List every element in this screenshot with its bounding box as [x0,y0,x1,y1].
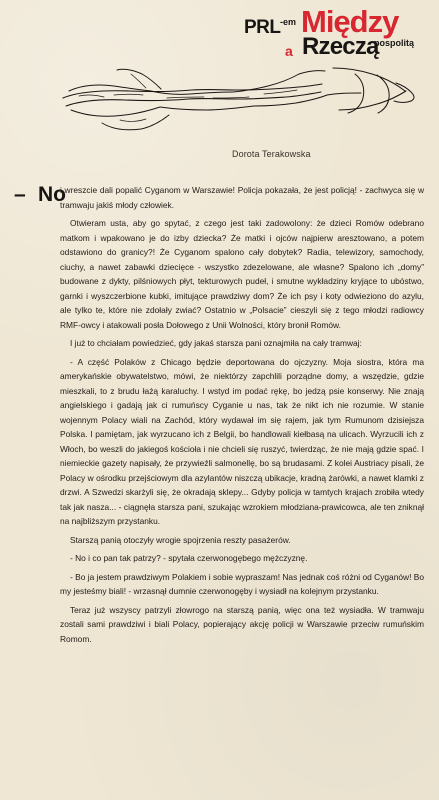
article-header [0,0,439,175]
lying-figure-illustration [59,50,419,145]
paragraph-2: Otwieram usta, aby go spytać, z czego jest taki zadowolony: że dzieci Romów odebrano matkom i wpakowano je do izby dziecka? Że matki i ojców najpierw aresztowano, a potem odstawiono do granicy?! Że Cyganom spalono cały dobytek? Radia, telewizory, samochody, ciuchy, a nawet zabawki dziecięce - wszystko zdezelowane, ale własne? Spalono ich „domy” budowane z dykty, pilśniowych płyt, tekturowych pudeł, i smutne wykładziny kryjące to ubóstwo, garnki i wyszczerbione kubki, imitujące prawdziwy dom? Że ich psy i koty odwieziono do azylu, ale tylko te, które nie zdołały zwiać? Ostatnio w „Polsacie” cieszyli się z tego młodzi radiowcy RMF-owcy i atakowali posła Dołowego z Unii Wolności, który bronił Romów. [60,218,424,330]
article-body [0,178,439,798]
paragraph-8: Teraz już wszyscy patrzyli złowrogo na starszą panią, więc ona też wysiadła. W tramwaju zostali sami prawdziwi i biali Polacy, popierający akcję policji w Warszawie przeciw rumuńskim Romom. [60,604,424,644]
brand-rzecza: Rzeczą [302,33,379,60]
brand-a: a [285,43,293,59]
brand-miedzy: Między [301,4,399,39]
lead-first-word: No [38,183,66,206]
article-text [60,183,424,650]
paragraph-7: - Bo ja jestem prawdziwym Polakiem i sobie wypraszam! Nas jednak coś różni od Cyganów! Bo my jesteśmy biali! - wrzasnął dumnie czerwonogęby i wysiadł na kolejnym przystanku. [60,571,424,596]
brand-pospolita: pospolitą [374,38,414,48]
lead-dash: – [14,183,26,206]
paragraph-1: i wreszcie dali popalić Cyganom w Warszawie! Policja pokazała, że jest policją! - zachwyca się w tramwaju jakiś młody człowiek. [60,185,424,210]
brand-em: -em [280,17,297,27]
brand-prl: PRL [244,17,281,38]
paragraph-6: - No i co pan tak patrzy? - spytała czerwonogębego mężczyznę. [70,553,308,563]
paragraph-3: I już to chciałam powiedzieć, gdy jakaś starsza pani oznajmiła na cały tramwaj: [70,338,362,348]
author-name: Dorota Terakowska [232,149,311,159]
paragraph-5: Starszą panią otoczyły wrogie spojrzenia reszty pasażerów. [70,534,291,545]
paragraph-4: - A część Polaków z Chicago będzie deportowana do ojczyzny. Moja siostra, która ma amerykańskie obywatelstwo, mówi, że niektórzy zapchlili porządne domy, a wszędzie, gdzie mieszkali, to z brudu łażą karaluchy. I wstyd im podać rękę, bo jedzą psie konserwy. Nie znają angielskiego i gadają jak ci rumuńscy Cyganie u nas, tak że nikt ich nie rozumie. W stanie wojennym Polacy wiali na Zachód, który wydawał im się rajem, jak tym Rumunom dzisiejsza Polska. I pamiętam, jak wyrzucano ich z Belgii, bo handlowali kiełbasą na ulicach. Wyrzucili ich z Włoch, bo weszli do jakiegoś kościoła i nie chcieli się ruszyć, twierdząc, że nie mają gdzie spać. I niemieckie gazety napisały, że przywieźli salmonellę, bo są brudasami. Z kolei Austriacy pisali, że Polacy w ośrodku przejściowym dla azylantów niszczą ubikacje, kradną żarówki, a nawet klamki z drzwi. A Szwedzi skarżyli się, że okradają sklepy... Gdyby policja w tamtych krajach zrobiła wtedy tak jak nasza... - ciągnęła starsza pani, szukając wzrokiem młodziana-prawicowca, ale ten zniknął na najbliższym przystanku. [60,356,424,526]
